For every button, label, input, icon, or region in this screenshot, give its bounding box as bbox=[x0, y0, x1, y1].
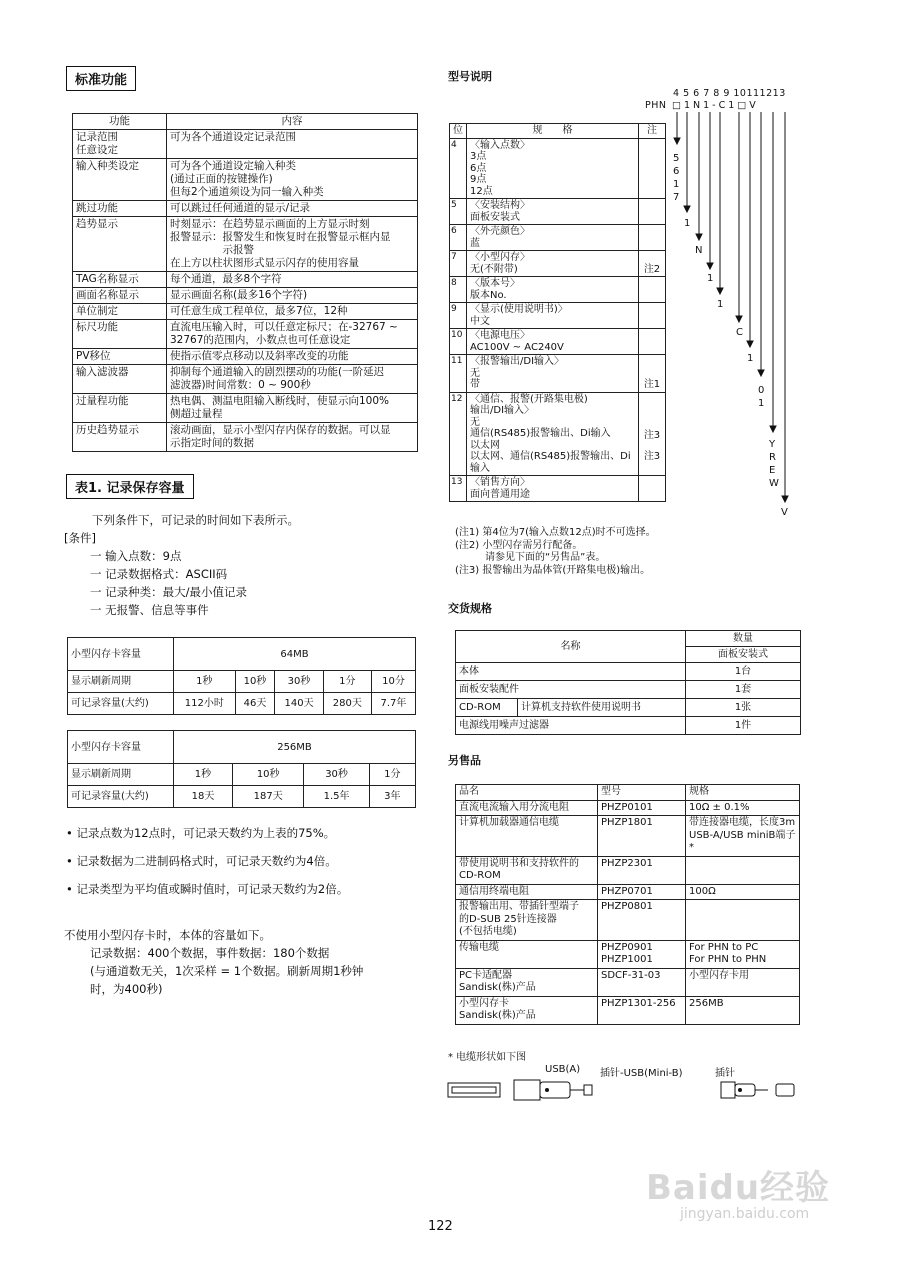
item-qty: 1台 bbox=[686, 663, 801, 681]
function-content: 滚动画面，显示小型闪存内保存的数据。可以显 示指定时间的数据 bbox=[167, 423, 418, 452]
watermark-logo: Baidu经验 bbox=[646, 1168, 831, 1208]
spec-cell: 〈版本号〉 版本No. bbox=[467, 277, 639, 303]
pos-cell: 6 bbox=[450, 225, 467, 251]
function-table-body bbox=[73, 130, 418, 452]
func-header: 功能 bbox=[73, 114, 167, 130]
function-content: 使指示值零点移动以及斜率改变的功能 bbox=[167, 349, 418, 365]
capacity-cell: 280天 bbox=[323, 693, 371, 715]
pos-cell: 4 bbox=[450, 138, 467, 199]
capacity-cell: 187天 bbox=[232, 786, 304, 808]
condition-4: 一 无报警、信息等事件 bbox=[90, 603, 209, 617]
condition-3: 一 记录种类：最大/最小值记录 bbox=[90, 585, 248, 599]
capacity-title: 表1. 记录保存容量 bbox=[66, 474, 194, 499]
option-name: 带使用说明书和支持软件的 CD-ROM bbox=[456, 856, 598, 884]
spec-cell: 〈显示(使用说明书)〉 中文 bbox=[467, 303, 639, 329]
table-row bbox=[73, 349, 418, 365]
mini-b-port-shape bbox=[776, 1084, 794, 1096]
condition-label: [条件] bbox=[64, 531, 96, 545]
delivery-title: 交货规格 bbox=[448, 602, 492, 615]
code-values-12: Y R E W bbox=[769, 439, 779, 489]
function-content: 可为各个通道设定记录范围 bbox=[167, 130, 418, 159]
pos-cell: 7 bbox=[450, 251, 467, 277]
table-row bbox=[450, 476, 666, 502]
arrow-head-7 bbox=[707, 263, 713, 269]
function-content: 热电偶、测温电阻输入断线时，使显示向100% 侧超过量程 bbox=[167, 394, 418, 423]
spec-cell: 〈通信、报警(开路集电极) 输出/DI输入〉 无 通信(RS485)报警输出、Di输入 以太网 以太网、通信(RS485)报警输出、Di输入 bbox=[467, 392, 639, 476]
code-values-4: 5 6 1 7 bbox=[673, 153, 680, 203]
option-spec: For PHN to PC For PHN to PHN bbox=[686, 940, 800, 968]
arrow-head-12 bbox=[770, 426, 776, 432]
period-cell: 10分 bbox=[371, 671, 415, 693]
option-name: 小型闪存卡 Sandisk(株)产品 bbox=[456, 996, 598, 1024]
option-model: PHZP0801 bbox=[598, 900, 686, 941]
body-text: 时，为400秒) bbox=[90, 982, 163, 996]
option-table-body bbox=[456, 800, 800, 1024]
body-text: 不使用小型闪存卡时，本体的容量如下。 bbox=[64, 928, 271, 942]
capacity-intro: 下列条件下，可记录的时间如下表所示。 bbox=[92, 513, 299, 527]
model-code: □1N1-C1□V bbox=[672, 100, 759, 111]
content-header: 内容 bbox=[167, 114, 418, 130]
usb-a-port-inner bbox=[452, 1087, 496, 1093]
type-header: 面板安装式 bbox=[686, 647, 801, 663]
body-text: 记录数据：400个数据，事件数据：180个数据 bbox=[90, 946, 330, 960]
code-value-10: 1 bbox=[747, 353, 754, 364]
usb-a-port-shape bbox=[448, 1083, 500, 1097]
option-header: 型号 bbox=[598, 785, 686, 801]
table-row bbox=[456, 816, 800, 857]
pin-connector-shape bbox=[721, 1082, 735, 1098]
period-label: 显示刷新周期 bbox=[68, 764, 174, 786]
function-content: 时刻显示：在趋势显示画面的上方显示时刻 报警显示：报警发生和恢复时在报警显示框内显 示报警 在上方以柱状图形式显示闪存的使用容量 bbox=[167, 217, 418, 272]
table-row bbox=[450, 355, 666, 393]
function-name: 画面名称显示 bbox=[73, 288, 167, 304]
condition-2: 一 记录数据格式：ASCII码 bbox=[90, 567, 228, 581]
capacity-cell: 18天 bbox=[174, 786, 233, 808]
function-name: 过量程功能 bbox=[73, 394, 167, 423]
model-positions: 4 5 6 7 8 9 10111213 bbox=[673, 88, 786, 99]
arrow-head-9 bbox=[736, 316, 742, 322]
capacity-cell: 1.5年 bbox=[304, 786, 369, 808]
table-row bbox=[73, 288, 418, 304]
usb-a-plug-body bbox=[540, 1082, 570, 1098]
table-row bbox=[456, 856, 800, 884]
spec-cell: 〈报警输出/DI输入〉 无 带 bbox=[467, 355, 639, 393]
code-value-5: 1 bbox=[684, 218, 691, 229]
period-cell: 1分 bbox=[369, 764, 415, 786]
table-row bbox=[450, 251, 666, 277]
pos-cell: 12 bbox=[450, 392, 467, 476]
pos-cell: 11 bbox=[450, 355, 467, 393]
table-row bbox=[456, 800, 800, 816]
option-name: 直流电流输入用分流电阻 bbox=[456, 800, 598, 816]
std-title: 标准功能 bbox=[66, 66, 136, 91]
item-qty: 1套 bbox=[686, 681, 801, 699]
function-content: 直流电压输入时，可以任意定标尺；在-32767 ~ 32767的范围内，小数点也可任意设定 bbox=[167, 320, 418, 349]
capacity-table-256mb bbox=[67, 730, 416, 808]
option-spec: 10Ω ± 0.1% bbox=[686, 800, 800, 816]
table-row bbox=[456, 900, 800, 941]
capacity-label: 可记录容量(大约) bbox=[68, 693, 174, 715]
code-values-11: 0 1 bbox=[758, 385, 765, 409]
function-name: 单位制定 bbox=[73, 304, 167, 320]
function-content: 显示画面名称(最多16个字符) bbox=[167, 288, 418, 304]
bullet-note: • 记录类型为平均值或瞬时值时，可记录天数约为2倍。 bbox=[66, 882, 349, 896]
item-desc: 计算机支持软件使用说明书 bbox=[518, 699, 686, 717]
page-number: 122 bbox=[428, 1219, 453, 1234]
pos-cell: 10 bbox=[450, 329, 467, 355]
function-content: 可为各个通道设定输入种类 (通过正面的按键操作) 但每2个通道须设为同一输入种类 bbox=[167, 159, 418, 201]
function-name: 趋势显示 bbox=[73, 217, 167, 272]
option-name: 通信用终端电阻 bbox=[456, 884, 598, 900]
table-row bbox=[450, 199, 666, 225]
capacity-cell: 7.7年 bbox=[371, 693, 415, 715]
table-row bbox=[73, 217, 418, 272]
code-value-8: 1 bbox=[717, 299, 724, 310]
period-label: 显示刷新周期 bbox=[68, 671, 174, 693]
option-header: 规格 bbox=[686, 785, 800, 801]
spec-header: 规 格 bbox=[467, 124, 639, 139]
function-content: 抑制每个通道输入的剧烈摆动的功能(一阶延迟 滤波器)时间常数：0 ~ 900秒 bbox=[167, 365, 418, 394]
item-qty: 1张 bbox=[686, 699, 801, 717]
period-cell: 1秒 bbox=[174, 764, 233, 786]
arrow-head-11 bbox=[758, 370, 764, 376]
table-row bbox=[450, 392, 666, 476]
capacity-cell: 112小时 bbox=[174, 693, 236, 715]
cable-label-pin: 插针 bbox=[715, 1068, 735, 1079]
option-spec: 256MB bbox=[686, 996, 800, 1024]
option-name: 报警输出用、带插针型端子 的D-SUB 25针连接器 (不包括电缆) bbox=[456, 900, 598, 941]
option-name: 传输电缆 bbox=[456, 940, 598, 968]
spec-cell: 〈销售方向〉 面向普通用途 bbox=[467, 476, 639, 502]
arrow-head-4 bbox=[674, 138, 680, 144]
option-spec: 小型闪存卡用 bbox=[686, 968, 800, 996]
table-row bbox=[73, 159, 418, 201]
item-name: 电源线用噪声过滤器 bbox=[456, 717, 686, 735]
table-row bbox=[73, 130, 418, 159]
usb-a-plug-shape bbox=[514, 1080, 540, 1100]
arrow-head-5 bbox=[684, 206, 690, 212]
table-row bbox=[450, 138, 666, 199]
item-name: 面板安装配件 bbox=[456, 681, 686, 699]
cable-note: * 电缆形状如下图 bbox=[448, 1052, 527, 1063]
option-spec: 带连接器电缆，长度3m USB-A/USB miniB端子* bbox=[686, 816, 800, 857]
model-notes: (注1) 第4位为7(输入点数12点)时不可选择。 (注2) 小型闪存需另行配备。 请参见下面的“另售品”表。 (注3) 报警输出为晶体管(开路集电极)输出。 bbox=[455, 527, 656, 576]
spec-cell: 〈外壳颜色〉 蓝 bbox=[467, 225, 639, 251]
option-title: 另售品 bbox=[448, 754, 481, 767]
option-name: PC卡适配器 Sandisk(株)产品 bbox=[456, 968, 598, 996]
cable-label-mini-b: 插针-USB(Mini-B) bbox=[600, 1068, 683, 1079]
arrow-head-10 bbox=[747, 341, 753, 347]
pos-cell: 5 bbox=[450, 199, 467, 225]
body-text: (与通道数无关，1次采样 = 1个数据。刷新周期1秒钟 bbox=[90, 964, 364, 978]
spec-cell: 〈电源电压〉 AC100V ~ AC240V bbox=[467, 329, 639, 355]
table-row bbox=[456, 968, 800, 996]
capacity-cell: 140天 bbox=[275, 693, 323, 715]
pos-cell: 9 bbox=[450, 303, 467, 329]
pos-cell: 13 bbox=[450, 476, 467, 502]
table-row bbox=[450, 303, 666, 329]
option-model: PHZP0101 bbox=[598, 800, 686, 816]
option-spec bbox=[686, 900, 800, 941]
bullet-note: • 记录点数为12点时，可记录天数约为上表的75%。 bbox=[66, 826, 336, 840]
bullet-note: • 记录数据为二进制码格式时，可记录天数约为4倍。 bbox=[66, 854, 337, 868]
cable-label-usb-a: USB(A) bbox=[545, 1064, 581, 1075]
table-row bbox=[73, 201, 418, 217]
option-table bbox=[455, 784, 800, 1025]
option-model: SDCF-31-03 bbox=[598, 968, 686, 996]
function-name: 标尺功能 bbox=[73, 320, 167, 349]
table-row bbox=[73, 320, 418, 349]
delivery-table bbox=[455, 630, 801, 735]
period-cell: 1分 bbox=[323, 671, 371, 693]
cable-diagram bbox=[446, 1076, 802, 1104]
function-content: 可以跳过任何通道的显示/记录 bbox=[167, 201, 418, 217]
table-row bbox=[73, 423, 418, 452]
period-cell: 30秒 bbox=[304, 764, 369, 786]
capacity-cell: 46天 bbox=[235, 693, 275, 715]
table-row bbox=[450, 329, 666, 355]
arrow-head-13 bbox=[782, 496, 788, 502]
option-spec bbox=[686, 856, 800, 884]
option-model: PHZP2301 bbox=[598, 856, 686, 884]
capacity-table-64mb bbox=[67, 637, 416, 715]
model-table bbox=[449, 123, 666, 502]
model-prefix: PHN bbox=[645, 100, 667, 111]
option-spec: 100Ω bbox=[686, 884, 800, 900]
spec-cell: 〈输入点数〉 3点 6点 9点 12点 bbox=[467, 138, 639, 199]
arrow-head-6 bbox=[696, 234, 702, 240]
model-code-arrows bbox=[660, 110, 800, 520]
name-header: 名称 bbox=[456, 631, 686, 663]
option-header: 品名 bbox=[456, 785, 598, 801]
capacity-cell: 3年 bbox=[369, 786, 415, 808]
option-name: 计算机加载器通信电缆 bbox=[456, 816, 598, 857]
card-size: 256MB bbox=[174, 731, 416, 764]
option-model: PHZP1301-256 bbox=[598, 996, 686, 1024]
option-model: PHZP0701 bbox=[598, 884, 686, 900]
item-name: 本体 bbox=[456, 663, 686, 681]
note-cell: 注2 bbox=[639, 251, 666, 277]
code-value-9: C bbox=[736, 327, 743, 338]
table-row bbox=[456, 884, 800, 900]
table-row bbox=[73, 304, 418, 320]
model-title: 型号说明 bbox=[448, 70, 492, 83]
period-cell: 10秒 bbox=[235, 671, 275, 693]
spec-cell: 〈小型闪存〉 无(不附带) bbox=[467, 251, 639, 277]
card-size: 64MB bbox=[174, 638, 416, 671]
arrow-head-8 bbox=[717, 288, 723, 294]
code-value-13: V bbox=[781, 507, 788, 518]
table-row bbox=[450, 225, 666, 251]
code-value-6: N bbox=[695, 245, 703, 256]
function-name: 输入滤波器 bbox=[73, 365, 167, 394]
table-row bbox=[456, 996, 800, 1024]
function-content: 每个通道，最多8个字符 bbox=[167, 272, 418, 288]
item-name: CD-ROM bbox=[456, 699, 518, 717]
table-row bbox=[73, 272, 418, 288]
function-name: 记录范围 任意设定 bbox=[73, 130, 167, 159]
table-row bbox=[456, 940, 800, 968]
function-name: 历史趋势显示 bbox=[73, 423, 167, 452]
condition-1: 一 输入点数：9点 bbox=[90, 549, 182, 563]
pos-cell: 8 bbox=[450, 277, 467, 303]
card-label: 小型闪存卡容量 bbox=[68, 731, 174, 764]
table-row bbox=[73, 394, 418, 423]
period-cell: 10秒 bbox=[232, 764, 304, 786]
table-row bbox=[450, 277, 666, 303]
code-value-7: 1 bbox=[707, 273, 714, 284]
option-model: PHZP0901 PHZP1001 bbox=[598, 940, 686, 968]
qty-header: 数量 bbox=[686, 631, 801, 647]
period-cell: 30秒 bbox=[275, 671, 323, 693]
table-row bbox=[73, 365, 418, 394]
spec-cell: 〈安装结构〉 面板安装式 bbox=[467, 199, 639, 225]
capacity-label: 可记录容量(大约) bbox=[68, 786, 174, 808]
pos-header: 位 bbox=[450, 124, 467, 139]
function-name: 输入种类设定 bbox=[73, 159, 167, 201]
note-cell: 注1 bbox=[639, 355, 666, 393]
item-qty: 1件 bbox=[686, 717, 801, 735]
mini-b-plug-shape bbox=[584, 1085, 592, 1095]
function-table bbox=[72, 113, 418, 452]
watermark-url: jingyan.baidu.com bbox=[680, 1206, 810, 1222]
option-model: PHZP1801 bbox=[598, 816, 686, 857]
note-cell: 注3 注3 bbox=[639, 392, 666, 476]
model-table-body bbox=[450, 138, 666, 502]
card-label: 小型闪存卡容量 bbox=[68, 638, 174, 671]
function-name: 跳过功能 bbox=[73, 201, 167, 217]
function-name: PV移位 bbox=[73, 349, 167, 365]
function-name: TAG名称显示 bbox=[73, 272, 167, 288]
period-cell: 1秒 bbox=[174, 671, 236, 693]
function-content: 可任意生成工程单位，最多7位，12种 bbox=[167, 304, 418, 320]
note-header: 注 bbox=[639, 124, 666, 139]
